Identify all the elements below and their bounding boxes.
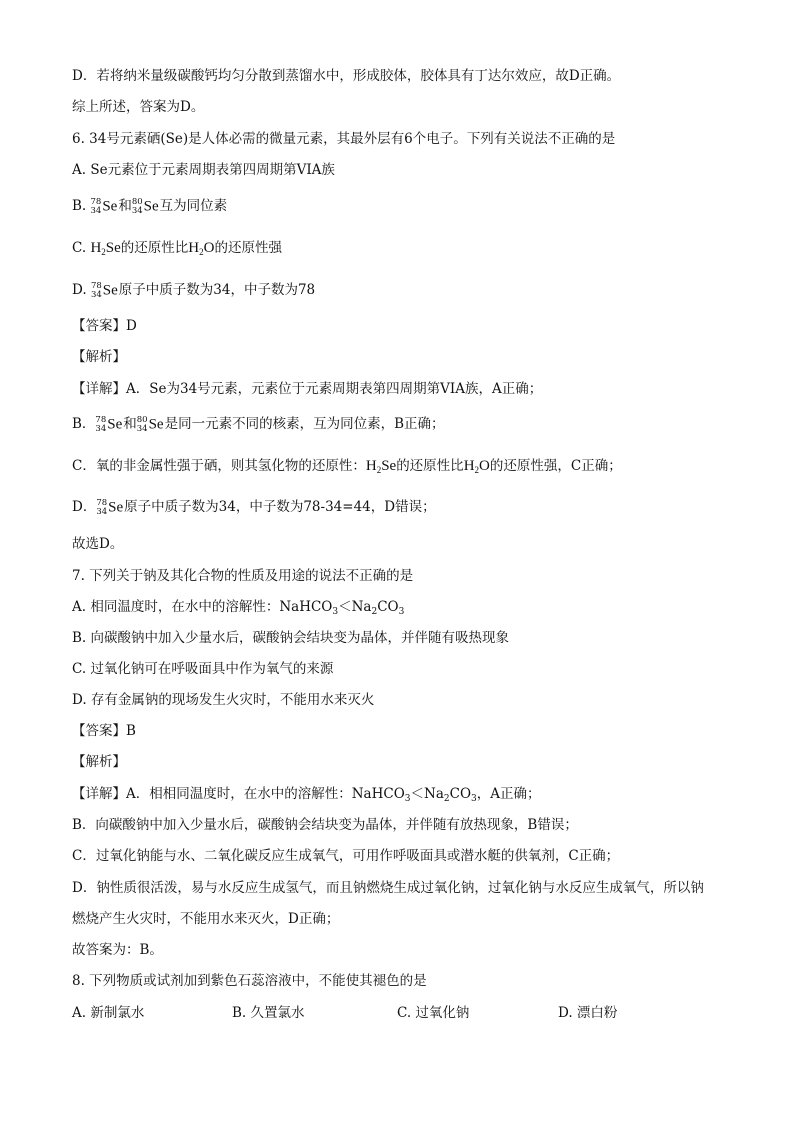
q6-option-d: D. 78 34 Se原子中质子数为34，中子数为78 xyxy=(72,280,316,300)
option-text: 互为同位素 xyxy=(159,198,228,214)
q6-answer: 【答案】D xyxy=(72,318,137,334)
q7-stem: 7. 下列关于钠及其化合物的性质及用途的说法不正确的是 xyxy=(72,568,414,584)
q8-option-c: C. 过氧化钠 xyxy=(397,1005,470,1021)
nuclide-se-80: 80 34 Se xyxy=(136,414,164,434)
q8-options xyxy=(72,1003,732,1023)
q6-final: 故选D。 xyxy=(72,536,124,552)
q8-stem: 8. 下列物质或试剂加到紫色石蕊溶液中，不能使其褪色的是 xyxy=(72,973,427,989)
q6-option-c: C. $H_2Se$的还原性比$H_2O$的还原性强 xyxy=(72,240,282,257)
nuclide-se-78: 78 34 Se xyxy=(90,196,118,216)
q6-detail-a: 【详解】A．Se为34号元素，元素位于元素周期表第四周期第VIA族，A正确； xyxy=(72,381,543,397)
q6-stem: 6. 34号元素硒(Se)是人体必需的微量元素，其最外层有6个电子。下列有关说法不正确的是 xyxy=(72,131,616,147)
q6-detail-c: C．氧的非金属性强于硒，则其氢化物的还原性：$H_2Se$的还原性比$H_2O$的还原性强，C正确； xyxy=(72,458,622,475)
line-summary: 综上所述，答案为D。 xyxy=(72,99,205,115)
q6-analysis-heading: 【解析】 xyxy=(72,349,126,365)
q7-detail-b: B．向碳酸钠中加入少量水后，碳酸钠会结块变为晶体，并伴随有放热现象，B错误； xyxy=(72,817,578,833)
q7-detail-d-line1: D．钠性质很活泼，易与水反应生成氢气，而且钠燃烧生成过氧化钠，过氧化钠与水反应生成氧气，所以钠 xyxy=(72,880,704,896)
nuclide-se-80: 80 34 Se xyxy=(131,196,159,216)
nuclide-se-78: 78 34 Se xyxy=(95,414,123,434)
q7-detail-d-line2: 燃烧产生火灾时，不能用水来灭火，D正确； xyxy=(72,911,340,927)
q6-option-b xyxy=(72,196,732,217)
q7-final: 故答案为：B。 xyxy=(72,942,163,958)
q7-option-a: A. 相同温度时，在水中的溶解性：$NaHCO_3<Na_2CO_3$ xyxy=(72,599,405,617)
option-label: B. xyxy=(72,198,91,214)
q7-option-b: B. 向碳酸钠中加入少量水后，碳酸钠会结块变为晶体，并伴随有吸热现象 xyxy=(72,630,510,646)
formula-h2se: $H_2Se$ xyxy=(365,458,397,475)
q6-option-a: A. Se元素位于元素周期表第四周期第VIA族 xyxy=(72,162,335,178)
q8-option-b: B. 久置氯水 xyxy=(232,1005,305,1021)
q7-analysis-heading: 【解析】 xyxy=(72,754,126,770)
q7-answer: 【答案】B xyxy=(72,723,136,739)
formula-h2o: $H_2O$ xyxy=(188,240,215,257)
formula-h2se: $H_2Se$ xyxy=(90,240,121,257)
q7-detail-c: C．过氧化钠能与水、二氧化碳反应生成氧气，可用作呼吸面具或潜水艇的供氧剂，C正确； xyxy=(72,848,620,864)
q6-detail-b: B． 78 34 Se和 80 34 Se是同一元素不同的核素，互为同位素，B正确； xyxy=(72,414,445,434)
q7-option-c: C. 过氧化钠可在呼吸面具中作为氧气的来源 xyxy=(72,661,334,677)
q8-option-a: A. 新制氯水 xyxy=(72,1005,145,1021)
nuclide-se-78: 78 34 Se xyxy=(96,497,124,517)
q6-detail-d: D． 78 34 Se原子中质子数为34，中子数为78-34=44，D错误； xyxy=(72,497,436,517)
nuclide-se-78: 78 34 Se xyxy=(90,280,118,300)
text-and: 和 xyxy=(118,198,132,214)
q8-option-d: D. 漂白粉 xyxy=(558,1005,618,1021)
q7-option-d: D. 存有金属钠的现场发生火灾时，不能用水来灭火 xyxy=(72,692,375,708)
line-q5-d: D．若将纳米量级碳酸钙均匀分散到蒸馏水中，形成胶体，胶体具有丁达尔效应，故D正确。 xyxy=(72,68,621,84)
formula-h2o: $H_2O$ xyxy=(463,458,490,475)
q7-detail-a: 【详解】A．相相同温度时，在水中的溶解性：$NaHCO_3<Na_2CO_3$，A正确； xyxy=(72,786,541,804)
